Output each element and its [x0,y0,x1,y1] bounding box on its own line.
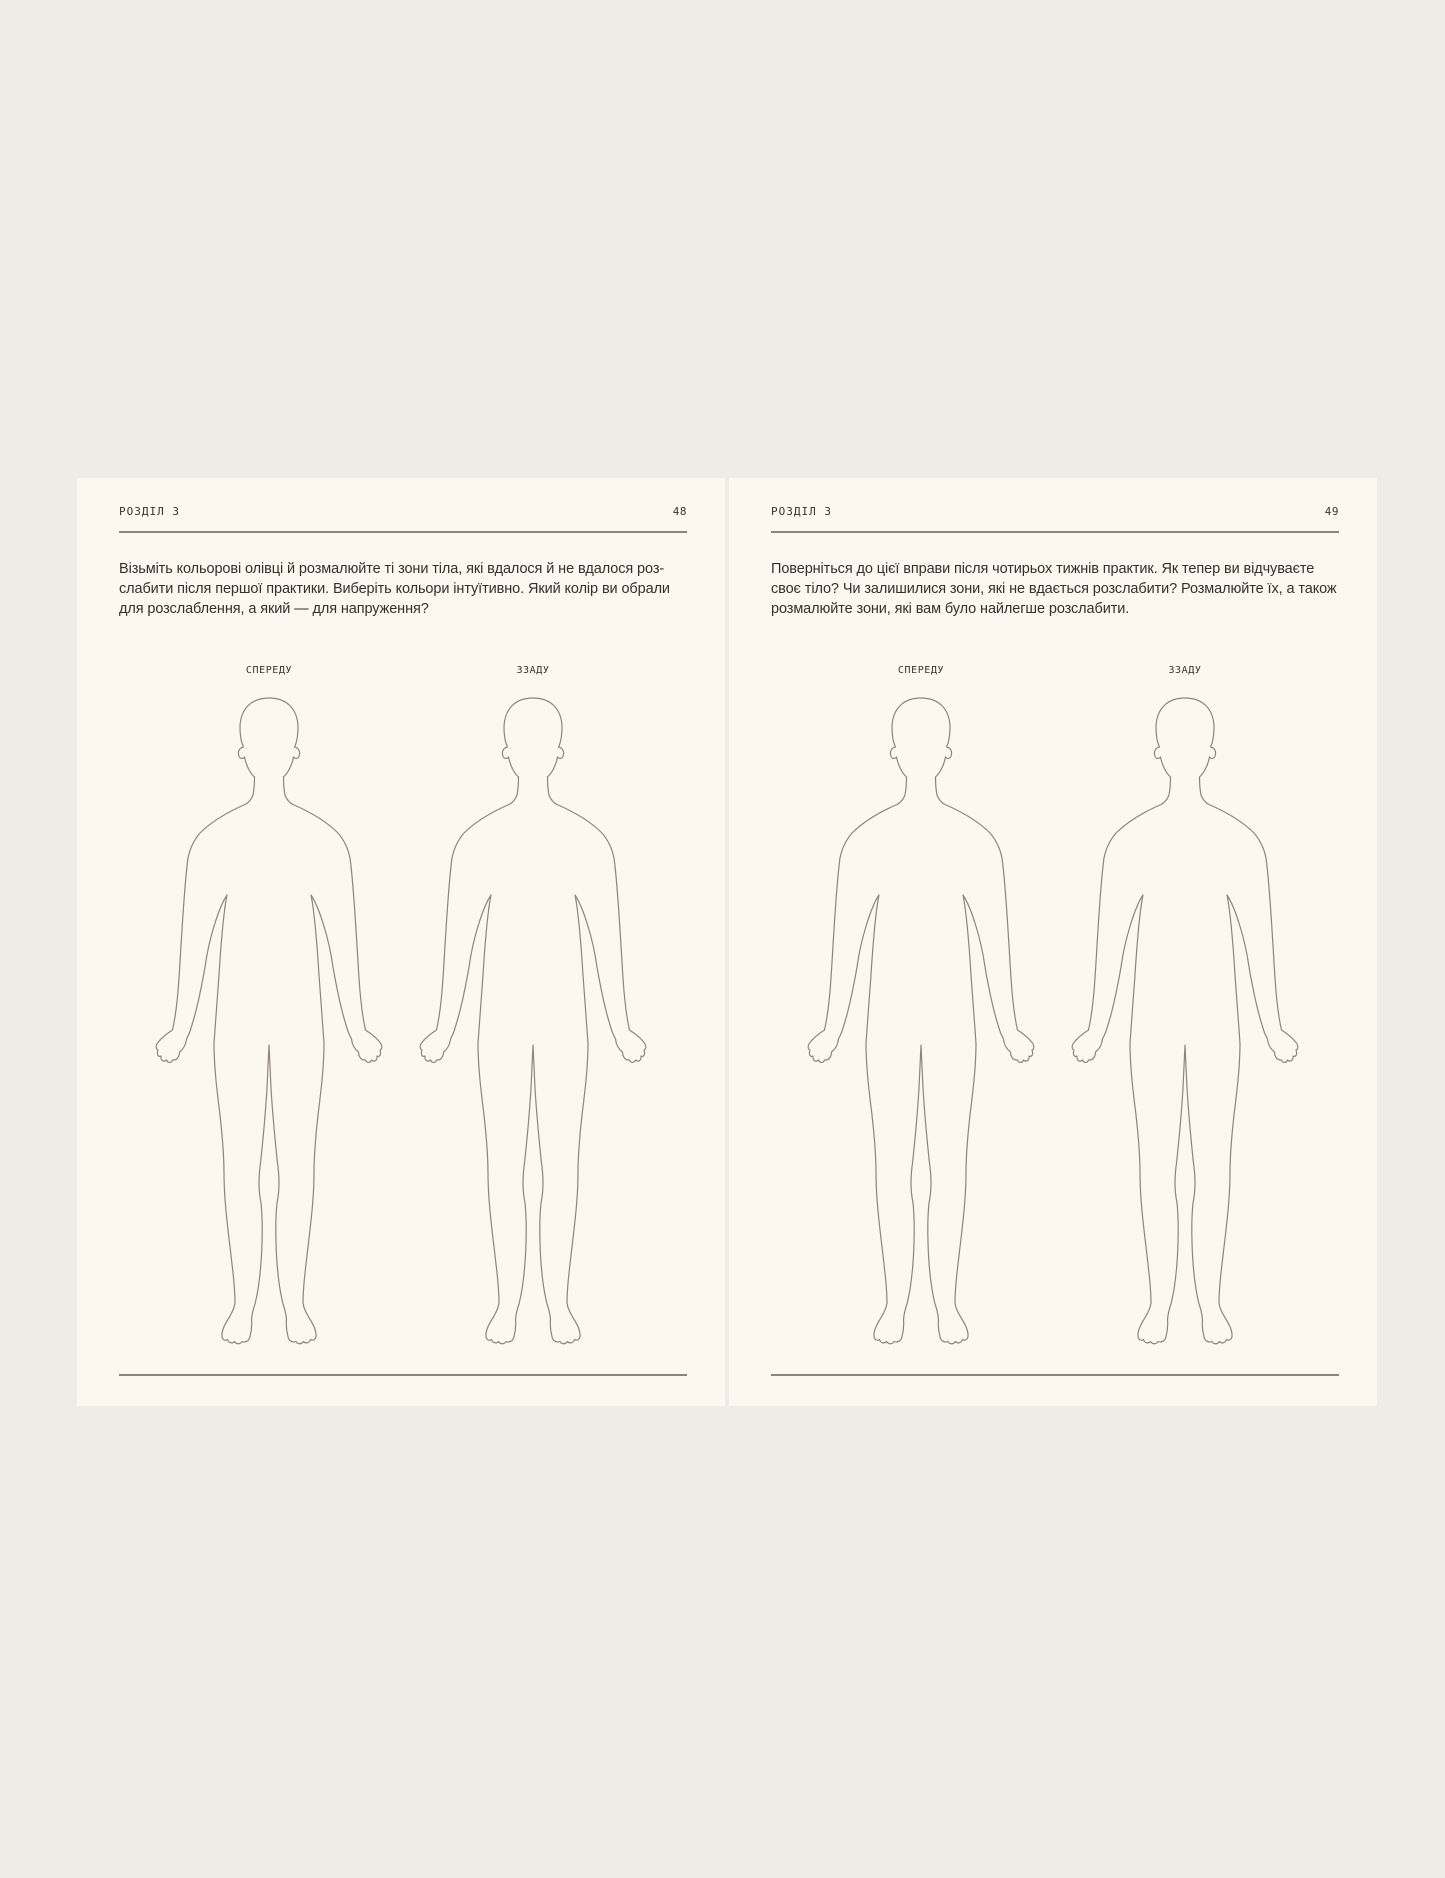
header-rule [771,531,1339,533]
page-number: 48 [672,505,687,518]
paragraph-line: Поверніться до цієї вправи після чотирьох тижнів практик. Як тепер ви відчуваєте [771,561,1315,577]
figure-back [413,664,653,1345]
footer-rule [119,1374,687,1376]
figure-label: СПЕРЕДУ [245,665,293,676]
page-left [77,478,725,1406]
body-outline-front-svg [149,695,389,1345]
footer-rule [771,1374,1339,1376]
page-right [729,478,1377,1406]
paragraph-line: слабити після першої практики. Виберіть кольори інтуїтивно. Який колір ви обрали [119,581,670,597]
exercise-paragraph [119,559,685,619]
paragraph-line: розмалюйте зони, які вам було найлегше розслабити. [771,601,1130,617]
figure-label: СПЕРЕДУ [897,665,945,676]
paragraph-line: Візьміть кольорові олівці й розмалюйте ті зони тіла, які вдалося й не вдалося роз- [119,561,665,577]
chapter-label: РОЗДІЛ 3 [771,505,832,518]
paragraph-line: для розслаблення, а який — для напруження? [119,601,429,617]
page-number: 49 [1324,505,1339,518]
figure-label: ЗЗАДУ [516,665,550,676]
body-outline-back-svg [413,695,653,1345]
figure-back [1065,664,1305,1345]
header-rule [119,531,687,533]
exercise-paragraph [771,559,1337,619]
body-outline-front-svg [801,695,1041,1345]
body-outline-back-svg [1065,695,1305,1345]
figure-front [801,664,1041,1345]
figure-label: ЗЗАДУ [1168,665,1202,676]
chapter-label: РОЗДІЛ 3 [119,505,180,518]
figure-front [149,664,389,1345]
paragraph-line: своє тіло? Чи залишилися зони, які не вдається розслабити? Розмалюйте їх, а також [771,581,1337,597]
